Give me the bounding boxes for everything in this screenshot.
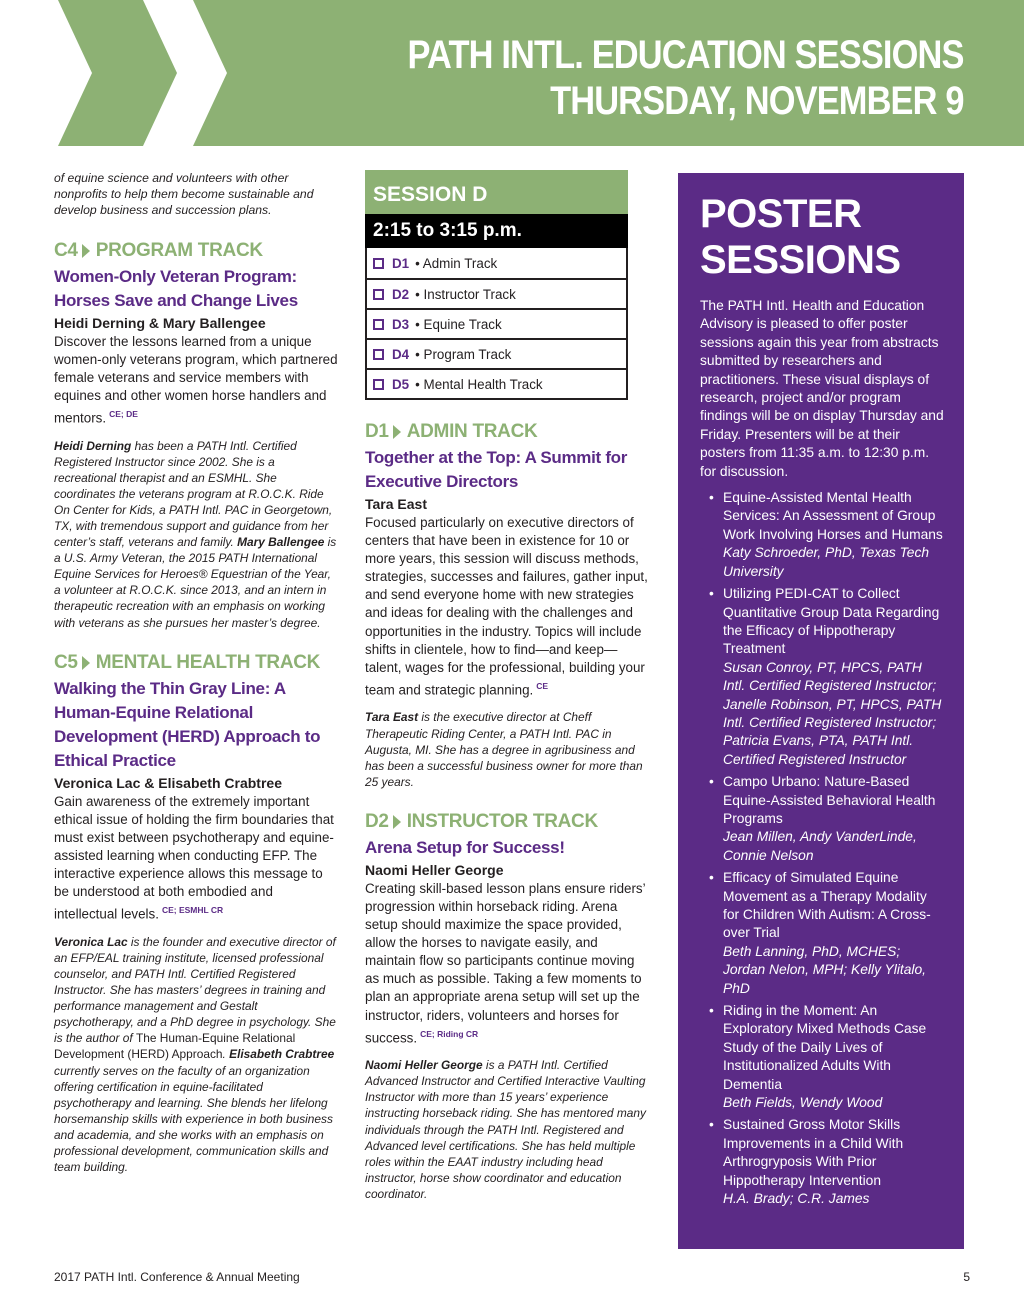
poster-item-title: Riding in the Moment: An Exploratory Mixed Methods Case Study of the Daily Lives of Institutionalized Adults With Dementia xyxy=(723,1003,927,1092)
bullet-icon: • xyxy=(709,490,714,506)
credit-tag: CE; Riding CR xyxy=(420,1028,479,1039)
bio-name: Mary Ballengee xyxy=(237,535,325,550)
page-title-line2: THURSDAY, NOVEMBER 9 xyxy=(550,79,964,123)
session-d-code: D4 xyxy=(392,346,410,362)
poster-intro: The PATH Intl. Health and Education Advisory is pleased to offer poster sessions again this year from abstracts submitted by researchers and practitioners. These visual displays of research, project and/or program findings will be on display Thursday and Friday. Presenters will be at their posters from 11:35 a.m. to 12:30 p.m. for discussion. xyxy=(700,298,944,479)
session-code: C4 xyxy=(54,239,78,261)
poster-title xyxy=(700,191,944,283)
triangle-right-icon xyxy=(393,425,401,439)
page-footer xyxy=(54,1270,970,1284)
checkbox-square-icon xyxy=(373,319,384,330)
poster-title-line2: SESSIONS xyxy=(700,238,901,282)
checkbox-square-icon xyxy=(373,379,384,390)
bullet-icon: • xyxy=(709,1003,714,1019)
session-d-item xyxy=(367,338,626,368)
credit-tag: CE; ESMHL CR xyxy=(161,905,224,916)
session-d-label: • Mental Health Track xyxy=(415,376,543,392)
session-d-code: D3 xyxy=(392,316,410,332)
page-title-line1: PATH INTL. EDUCATION SESSIONS xyxy=(407,33,964,77)
session-code: C5 xyxy=(54,651,78,673)
poster-item xyxy=(700,1002,944,1112)
bio-text: . xyxy=(222,1047,230,1062)
bio-name: Veronica Lac xyxy=(54,934,128,949)
session-c5-header xyxy=(54,651,338,675)
bio-text: is the executive director at Cheff Therapeutic Riding Center, a PATH Intl. PAC in Augusta, MI. She has a degree in agribusiness and has been a successful business owner for more than 25 years. xyxy=(365,710,643,789)
session-speakers: Veronica Lac & Elisabeth Crabtree xyxy=(54,774,282,791)
column-middle xyxy=(365,170,650,1202)
page-title xyxy=(408,32,964,124)
session-c4-header xyxy=(54,239,338,263)
description-text: Focused particularly on executive directors of centers that have been in existence for 10 or more years, this session will discuss methods, strategies, successes and failures, gather input, and send everyone home with new strategies and ideas for dealing with the challenges and opportunities in the industry. Topics will include shifts in clientele, how to find—and keep—talent, wages for the professional, building your team and strategic planning. xyxy=(365,515,648,698)
session-description xyxy=(365,880,650,1047)
column-left xyxy=(54,170,338,1175)
track-name: INSTRUCTOR TRACK xyxy=(406,810,598,832)
bullet-icon: • xyxy=(709,774,714,790)
session-title: Walking the Thin Gray Line: A Human-Equine Relational Development (HERD) Approach to Ethical Practice xyxy=(54,678,321,770)
session-code: D1 xyxy=(365,421,389,442)
session-description xyxy=(54,333,338,428)
page-number: 5 xyxy=(963,1270,970,1284)
poster-item xyxy=(700,489,944,581)
session-d-item xyxy=(367,368,626,398)
track-name: ADMIN TRACK xyxy=(406,421,538,442)
triangle-right-icon xyxy=(393,815,401,829)
poster-item-authors: Beth Lanning, PhD, MCHES; Jordan Nelon, MPH; Kelly Ylitalo, PhD xyxy=(723,943,926,996)
bio-text: is the founder and executive director of an EFP/EAL training institute, licensed professional counselor, and PATH Intl. Certified Registered Instructor. She has masters’ degrees in training and performance management and Gestalt psychotherapy, and a PhD degree in psychology. She is the author of xyxy=(54,934,336,1046)
poster-item-authors: Susan Conroy, PT, HPCS, PATH Intl. Certified Registered Instructor; Janelle Robinson, PT, HPCS, PATH Intl. Certified Registered Instructor; Patricia Evans, PTA, PATH Intl. Certified Registered Instructor xyxy=(723,659,942,767)
bio-name: Heidi Derning xyxy=(54,438,132,453)
speaker-bio xyxy=(365,1057,650,1202)
session-d-label: • Instructor Track xyxy=(415,286,516,302)
bio-text: is a U.S. Army Veteran, the 2015 PATH International Equine Services for Heroes® Equestrian of the Year, a volunteer at R.O.C.K. since 2013, and an intern in therapeutic recreation with an emphasis on working with veterans as she pursues her master’s degree. xyxy=(54,535,337,630)
session-d-item xyxy=(367,278,626,308)
session-d1-header xyxy=(365,420,650,444)
session-d-box xyxy=(365,170,628,400)
header-banner xyxy=(0,0,1024,146)
session-speakers: Naomi Heller George xyxy=(365,861,504,878)
bullet-icon: • xyxy=(709,1117,714,1133)
speaker-bio xyxy=(365,709,650,789)
bio-name: Tara East xyxy=(365,710,419,725)
bio-text: is a PATH Intl. Certified Advanced Instructor and Certified Interactive Vaulting Instructor with more than 15 years’ experience instructing horseback riding. She has mentored many individuals through the PATH Intl. Registered and Advanced level certifications. She has held multiple roles within the EAAT industry including head instructor, horse show coordinator and education coordinator. xyxy=(365,1058,646,1201)
poster-title-line1: POSTER xyxy=(700,192,862,236)
description-text: Creating skill-based lesson plans ensure riders’ progression within horseback riding. Arena setup should maximize the space provided, allow the horses to navigate easily, and maintain flow so participants continue moving as much as possible. Taking a few moments to plan an appropriate arena setup will set up the instructor, riders, volunteers and horses for success. xyxy=(365,880,646,1046)
description-text: Discover the lessons learned from a unique women-only veterans program, which partnered female veterans and service members with equines and other women horse handlers and mentors. xyxy=(54,333,338,426)
poster-sessions-panel xyxy=(678,173,964,1249)
poster-item-title: Equine-Assisted Mental Health Services: An Assessment of Group Work Involving Horses and Humans xyxy=(723,490,943,542)
track-name: PROGRAM TRACK xyxy=(95,239,263,261)
bio-name: Naomi Heller George xyxy=(365,1058,483,1073)
poster-item xyxy=(700,585,944,769)
poster-item xyxy=(700,1116,944,1208)
session-title: Together at the Top: A Summit for Executive Directors xyxy=(365,448,628,491)
session-d-item xyxy=(367,248,626,278)
speaker-bio xyxy=(54,438,338,631)
session-title: Women-Only Veteran Program: Horses Save and Change Lives xyxy=(54,266,298,310)
bio-text: currently serves on the faculty of an organization offering certification in equine-facilitated psychotherapy and learning. She blends her lifelong horsemanship skills with experience in both business and academia, and she works with an emphasis on professional development, communication skills and team building. xyxy=(54,1063,333,1175)
session-speakers: Tara East xyxy=(365,496,427,512)
triangle-right-icon xyxy=(82,656,90,670)
triangle-right-icon xyxy=(82,244,90,258)
checkbox-square-icon xyxy=(373,258,384,269)
session-d2-header xyxy=(365,810,650,834)
bullet-icon: • xyxy=(709,870,714,886)
poster-item-authors: H.A. Brady; C.R. James xyxy=(723,1191,870,1207)
bio-name: Elisabeth Crabtree xyxy=(229,1047,335,1062)
description-text: Gain awareness of the extremely important ethical issue of holding the firm boundaries that must exist between psychotherapy and equine-assisted learning when conducting EFP. The interactive experience allows this message to be understood at both embodied and intellectual levels. xyxy=(54,793,334,922)
track-name: MENTAL HEALTH TRACK xyxy=(95,651,321,673)
session-description xyxy=(54,793,338,924)
poster-item xyxy=(700,869,944,998)
poster-item-title: Campo Urbano: Nature-Based Equine-Assisted Behavioral Health Programs xyxy=(723,774,936,826)
credit-tag: CE; DE xyxy=(109,408,138,419)
poster-item-title: Utilizing PEDI-CAT to Collect Quantitative Group Data Regarding the Efficacy of Hippotherapy Treatment xyxy=(723,586,940,657)
bullet-icon: • xyxy=(709,586,714,602)
credit-tag: CE xyxy=(536,680,549,691)
footer-publication: 2017 PATH Intl. Conference & Annual Meeting xyxy=(54,1270,300,1284)
poster-item-authors: Beth Fields, Wendy Wood xyxy=(723,1095,883,1111)
session-d-item xyxy=(367,308,626,338)
poster-item-authors: Katy Schroeder, PhD, Texas Tech University xyxy=(723,545,930,579)
session-d-time: 2:15 to 3:15 p.m. xyxy=(365,214,628,248)
chevron-decoration-icon xyxy=(0,0,260,146)
session-title: Arena Setup for Success! xyxy=(365,837,565,857)
session-d-label: • Equine Track xyxy=(415,316,502,332)
checkbox-square-icon xyxy=(373,349,384,360)
session-d-title: SESSION D xyxy=(365,170,628,214)
checkbox-square-icon xyxy=(373,289,384,300)
continued-text: of equine science and volunteers with other nonprofits to help them become sustainable and develop business and succession plans. xyxy=(54,171,314,218)
poster-item-title: Sustained Gross Motor Skills Improvements in a Child With Arthrogryposis With Prior Hippotherapy Intervention xyxy=(723,1117,904,1188)
speaker-bio xyxy=(54,934,338,1175)
bio-text: has been a PATH Intl. Certified Registered Instructor since 2002. She is a recreational therapist and an ESMHL. She coordinates the veterans program at R.O.C.K. Ride On Center for Kids, a PATH Intl. PAC in Georgetown, TX, with tremendous support and guidance from her center’s staff, veterans and family. xyxy=(54,438,333,550)
poster-item-title: Efficacy of Simulated Equine Movement as a Therapy Modality for Children With Autism: A Cross-over Trial xyxy=(723,870,931,941)
session-d-label: • Admin Track xyxy=(415,255,498,271)
bio-text: The Human-Equine Relational Development (HERD) Approach xyxy=(54,1031,296,1062)
session-d-code: D5 xyxy=(392,376,410,392)
poster-item-authors: Jean Millen, Andy VanderLinde, Connie Nelson xyxy=(723,829,917,863)
session-code: D2 xyxy=(365,810,389,832)
session-description xyxy=(365,514,650,699)
session-d-code: D1 xyxy=(392,255,410,271)
session-d-label: • Program Track xyxy=(415,346,512,362)
poster-item xyxy=(700,773,944,865)
poster-list xyxy=(700,489,944,1208)
session-d-list xyxy=(367,248,626,398)
session-d-code: D2 xyxy=(392,286,410,302)
session-speakers: Heidi Derning & Mary Ballengee xyxy=(54,314,266,331)
